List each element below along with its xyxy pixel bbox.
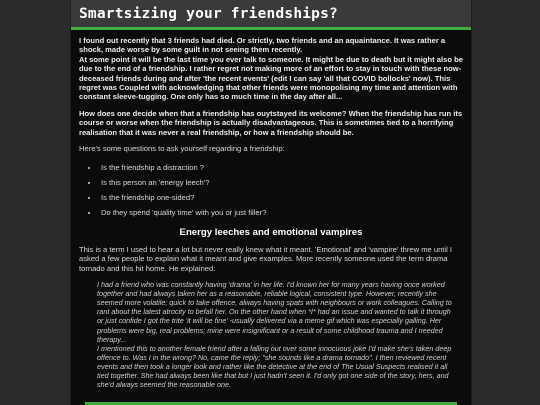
questions-list	[79, 160, 463, 220]
title-bar	[71, 0, 471, 30]
list-item: • Is this person an 'energy leech'?	[99, 175, 463, 190]
questions-lead: Here's some questions to ask yourself regarding a friendship:	[79, 144, 285, 154]
page-title: Smartsizing your friendships?	[79, 5, 338, 22]
section-paragraph: This is a term I used to hear a lot but never really knew what it meant. 'Emotional' and 'vampire' threw me until I asked a few people to explain what it meant and give examples. More recently someone used the term drama tornado and this hit home. He explained:	[79, 244, 452, 273]
list-item: • Is the friendship one-sided?	[99, 190, 463, 205]
list-item: • Do they spend 'quality time' with you or just filler?	[99, 205, 463, 220]
intro-paragraph	[79, 36, 463, 102]
section-heading: Energy leeches and emotional vampires	[179, 227, 363, 239]
question-paragraph: How does one decide when that a friendship has ouytstayed its welcome? When the friendship has run its course or worse when the friendship is actually disadvantageous. This is sometimes tied to a horrifying realisation that it was never a real friendship, or how a friendship should be.	[79, 108, 463, 137]
intro-text-1: I found out recently that 3 friends had died. Or strictly, two friends and an aquaintance. It was rather a shock, made worse by some guilt in not seeing them recently.	[79, 36, 446, 55]
quote-paragraph-1: I had a friend who was constantly having 'drama' in her life. I'd known her for many years having once worked together and had always taken her as a reasonable, reliable logical, consistent type. However, recently she seemed more volatile; quick to take offence, always having spats with neighbours or work colleagues. Calling to rant about the latest atrocity to befall her. On the other hand when *I* had an issue and wanted to talk it through or just confide I got the trite 'it will be fine' -usually delivered via a meme gif which was especially galling. Her problems were big, real problems; mine were insignificant or a result of some childhood trauma and I needed therapy...	[97, 280, 452, 344]
intro-text-2: At some point it will be the last time you ever talk to someone. It might be due to death but it might also be due to the end of a friendship. I rather regret not making more of an effort to stay in touch with these now-deceased friends during and after 'the recent events' (edit I can say 'all that COVID bollocks' now). This regret was Coupled with acknowledging that other friends were monopolising my time and attention with constant sleeve-tugging. One only has so much time in the day after all...	[79, 54, 463, 102]
quote-paragraph-2: I mentioned this to another female friend after a falling out over some innocuous joke I'd make she's taken deep offence to. Was I in the wrong? No, came the reply; "she sounds like a drama tornado". I then reviewed recent events and then took a longer look and rather like the detective at the end of The Usual Suspects realised it all tied together. She had always been like that but I just hadn't seen it. I'd only got one side of the story, hers, and she'd always seemed the reasonable one.	[97, 343, 452, 390]
list-item: • Is the friendship a distraction ?	[99, 160, 463, 175]
article-page	[70, 0, 472, 405]
article-content	[71, 30, 471, 389]
quote-block	[97, 280, 463, 389]
